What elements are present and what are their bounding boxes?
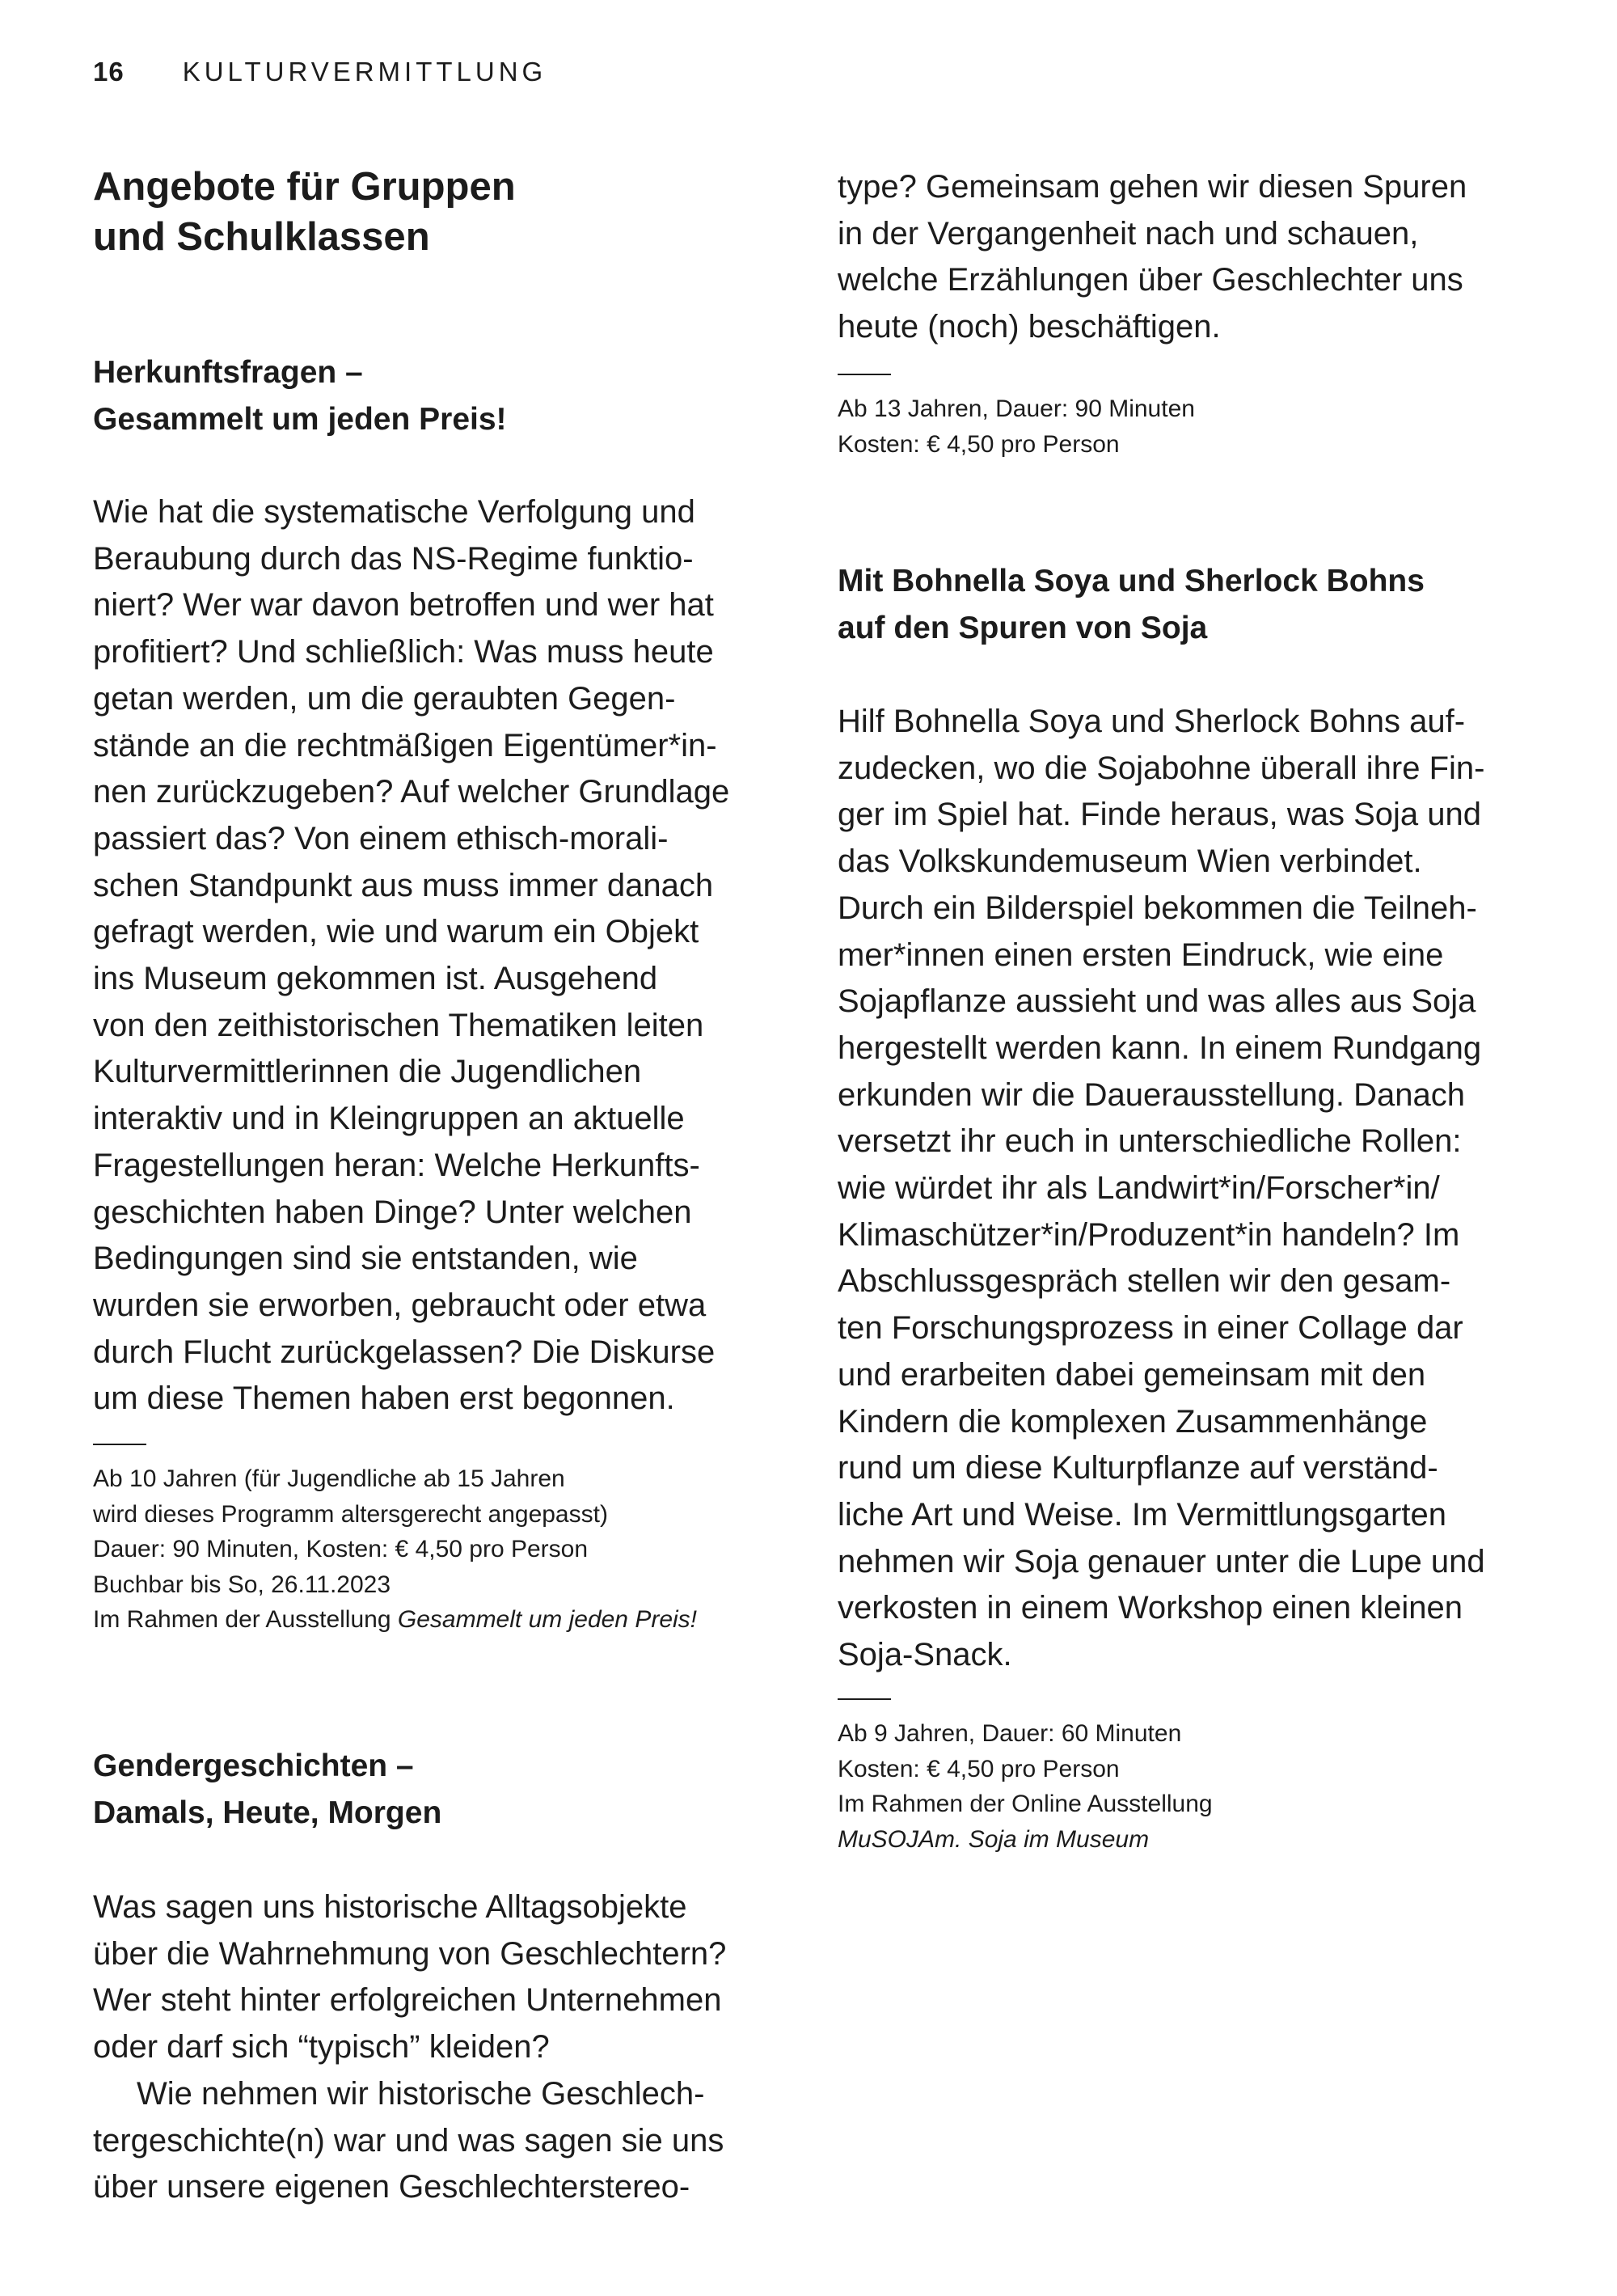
divider: [838, 1698, 891, 1700]
page-title: Angebote für Gruppen und Schulklassen: [93, 165, 516, 259]
offer-details-soja: Ab 9 Jahren, Dauer: 60 Minuten Kosten: € 4,50 pro Person Im Rahmen der Online Ausstellung MuSOJAm. Soja im Museum: [838, 1720, 1213, 1853]
page-header: [93, 57, 547, 87]
page-number: 16: [93, 57, 125, 87]
exhibition-name: Gesammelt um jeden Preis!: [397, 1606, 698, 1633]
offer-title-gendergeschichten: Gendergeschichten – Damals, Heute, Morgen: [93, 1748, 442, 1830]
offer-description-gendergeschichten: Was sagen uns historische Alltagsobjekte über die Wahrnehmung von Geschlechtern? Wer steht hinter erfolgreichen Unternehmen oder darf sich “typisch” kleiden? Wie nehmen wir historische Geschlech- tergeschichte(n) war und was sagen sie uns über unsere eigenen Geschlechterstereo-: [93, 1889, 727, 2205]
offer-description-soja: Hilf Bohnella Soya und Sherlock Bohns auf- zudecken, wo die Sojabohne überall ihre Fin- ger im Spiel hat. Finde heraus, was Soja und das Volkskundemuseum Wien verbindet. Durch ein Bilderspiel bekommen die Teilneh- mer*innen einen ersten Eindruck, wie eine Sojapflanze aussieht und was alles aus Soja hergestellt werden kann. In einem Rundgang erkunden wir die Dauerausstellung. Danach versetzt ihr euch in unterschiedliche Rollen: wie würdet ihr als Landwirt*in/Forscher*in/ Klimaschützer*in/Produzent*in handeln? Im Abschlussgespräch stellen wir den gesam- ten Forschungsprozess in einer Collage dar und erarbeiten dabei gemeinsam mit den Kindern die komplexen Zusammenhänge rund um diese Kulturpflanze auf verständ- liche Art und Weise. Im Vermittlungsgarten nehmen wir Soja genauer unter die Lupe und verkosten in einem Workshop einen kleinen Soja-Snack.: [838, 704, 1485, 1673]
offer-title-soja: Mit Bohnella Soya und Sherlock Bohns auf den Spuren von Soja: [838, 564, 1425, 645]
online-exhibition-name: MuSOJAm. Soja im Museum: [838, 1825, 1150, 1853]
offer-description-herkunftsfragen: Wie hat die systematische Verfolgung und Beraubung durch das NS-Regime funktio- niert? Wer war davon betroffen und wer hat profitiert? Und schließlich: Was muss heute getan werden, um die geraubten Gegen- stände an die rechtmäßigen Eigentümer*in- nen zurückzugeben? Auf welcher Grundlage passiert das? Von einem ethisch-morali- schen Standpunkt aus muss immer danach gefragt werden, wie und warum ein Objekt ins Museum gekommen ist. Ausgehend von den zeithistorischen Thematiken leiten Kulturvermittlerinnen die Jugendlichen interaktiv und in Kleingruppen an aktuelle Fragestellungen heran: Welche Herkunfts- geschichten haben Dinge? Unter welchen Bedingungen sind sie entstanden, wie wurden sie erworben, gebraucht oder etwa durch Flucht zurückgelassen? Die Diskurse um diese Themen haben erst begonnen.: [93, 494, 730, 1417]
offer-details-gendergeschichten: Ab 13 Jahren, Dauer: 90 Minuten Kosten: € 4,50 pro Person: [838, 395, 1195, 458]
offer-description-gendergeschichten-continued: type? Gemeinsam gehen wir diesen Spuren in der Vergangenheit nach und schauen, welche Erzählungen über Geschlechter uns heute (noch) beschäftigen.: [838, 169, 1467, 345]
section-title: KULTURVERMITTLUNG: [182, 57, 547, 87]
offer-title-herkunftsfragen: Herkunftsfragen – Gesammelt um jeden Preis!: [93, 355, 507, 437]
offer-details-herkunftsfragen: Ab 10 Jahren (für Jugendliche ab 15 Jahren wird dieses Programm altersgerecht angepasst) Dauer: 90 Minuten, Kosten: € 4,50 pro Person Buchbar bis So, 26.11.2023 Im Rahmen der Ausstellung Gesammelt um jeden Preis!: [93, 1465, 698, 1633]
divider: [838, 374, 891, 375]
divider: [93, 1444, 146, 1445]
